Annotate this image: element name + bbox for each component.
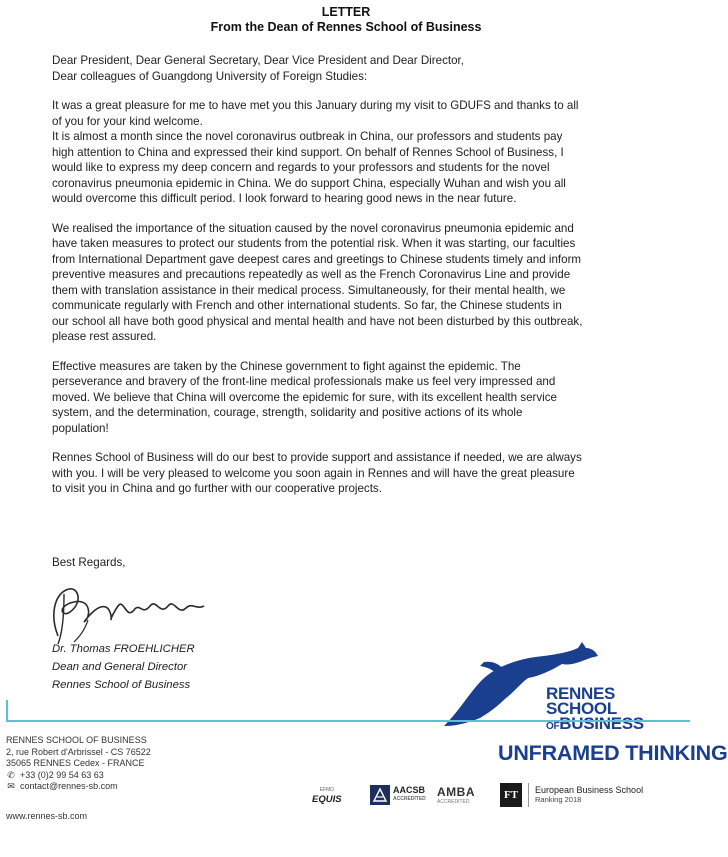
paragraph-line: our school all have both good physical and mental health and have not been disturbed by this outbreak,	[52, 314, 583, 328]
paragraph-4	[52, 359, 642, 437]
school-of: OF	[546, 721, 560, 732]
signer-title: Dean and General Director	[52, 661, 188, 673]
salutation-line: Dear colleagues of Guangdong University of Foreign Studies:	[52, 69, 368, 83]
school-line-2: SCHOOL	[546, 699, 617, 718]
signer-name: Dr. Thomas FROEHLICHER	[52, 643, 195, 655]
paragraph-line: perseverance and bravery of the front-line medical professionals make us feel very impressed and	[52, 375, 556, 388]
paragraph-line: Effective measures are taken by the Chinese government to fight against the epidemic. The	[52, 359, 521, 373]
aacsb-badge	[370, 780, 426, 810]
aacsb-logo-icon	[370, 785, 390, 805]
paragraph-line: please rest assured.	[52, 330, 157, 343]
ft-sub: Ranking 2018	[535, 795, 582, 804]
paragraph-line: preventive measures and precautions repeatedly as well as the French Coronavirus Line and provide	[52, 268, 571, 281]
paragraph-line: them with translation assistance in their medical process. Simultaneously, for their mental health, we	[52, 283, 566, 297]
paragraph-line: would like to express my deep concern and regards to your professors and students for the novel	[52, 161, 550, 174]
footer-divider	[6, 720, 690, 722]
signer-org: Rennes School of Business	[52, 679, 191, 691]
footer-address-line: 35065 RENNES Cedex - FRANCE	[6, 758, 145, 768]
ft-divider	[528, 783, 529, 807]
signer-details	[52, 640, 195, 694]
footer-address-line: 2, rue Robert d'Arbrissel - CS 76522	[6, 746, 151, 757]
ft-logo-icon: FT	[500, 783, 522, 807]
amba-sub: ACCREDITED	[437, 799, 470, 805]
paragraph-line: system, and the determination, courage, strength, solidarity and positive actions of its whole	[52, 406, 523, 419]
paragraph-line: would overcome this difficult period. I look forward to hearing good news in the near future.	[52, 192, 517, 205]
paragraph-5	[52, 450, 642, 497]
equis-badge	[312, 780, 342, 810]
equis-label: EQUIS	[312, 794, 342, 805]
footer-school-name: RENNES SCHOOL OF BUSINESS	[6, 735, 147, 745]
paragraph-line: from International Department gave deepest cares and greetings to Chinese students timely and inform	[52, 252, 582, 266]
school-line-1: RENNES	[546, 684, 616, 703]
paragraph-line: have taken measures to protect our students from the potential risk. When it was starting, our faculties	[52, 237, 576, 250]
paragraph-line: coronavirus pneumonia epidemic in China. We do support China, especially Wuhan and wish you all	[52, 176, 566, 190]
school-logo	[440, 640, 728, 770]
footer-email-row	[6, 781, 151, 793]
salutation	[52, 53, 642, 84]
signature-block	[52, 556, 352, 696]
aacsb-sub: ACCREDITED	[393, 796, 426, 802]
aacsb-label: AACSB	[393, 785, 426, 795]
divider-corner	[6, 700, 8, 722]
paragraph-3	[52, 221, 642, 345]
footer-address	[6, 735, 151, 793]
paragraph-1	[52, 98, 642, 129]
salutation-line: Dear President, Dear General Secretary, Dear Vice President and Dear Director,	[52, 54, 464, 67]
footer-phone: +33 (0)2 99 54 63 63	[20, 769, 104, 780]
paragraph-line: to visit you in China and go further with our cooperative projects.	[52, 482, 382, 495]
paragraph-line: of you for your kind welcome.	[52, 114, 203, 128]
paragraph-line: moved. We believe that China will overcome the epidemic for sure, with its excellent health service	[52, 390, 557, 404]
ft-ranking-badge	[500, 780, 643, 810]
footer-website[interactable]: www.rennes-sb.com	[6, 811, 88, 821]
amba-label: AMBA	[437, 785, 475, 799]
school-wordmark	[546, 686, 644, 734]
letter-subtitle: From the Dean of Rennes School of Business	[210, 20, 482, 34]
equis-top: EFMD	[319, 787, 334, 793]
letter-body	[52, 53, 642, 511]
closing: Best Regards,	[52, 556, 126, 569]
paragraph-line: high attention to China and expressed their kind support. On behalf of Rennes School of Business, I	[52, 145, 564, 159]
paragraph-line: Rennes School of Business will do our best to provide support and assistance if needed, we are always	[52, 451, 582, 464]
footer-email[interactable]: contact@rennes-sb.com	[20, 781, 118, 791]
school-line-3: BUSINESS	[559, 714, 644, 733]
envelope-icon: ✉	[7, 781, 15, 791]
ft-label: European Business School	[535, 785, 644, 795]
phone-icon: ✆	[7, 769, 15, 780]
paragraph-line: It was a great pleasure for me to have met you this January during my visit to GDUFS and thanks to all	[52, 99, 579, 112]
tagline: UNFRAMED THINKING	[498, 741, 728, 765]
paragraph-line: We realised the importance of the situation caused by the novel coronavirus pneumonia epidemic and	[52, 221, 574, 235]
paragraph-line: communicate regularly with French and other international students. So far, the Chinese students in	[52, 299, 562, 312]
handwritten-signature	[44, 576, 214, 646]
amba-badge	[437, 780, 475, 810]
paragraph-2	[52, 129, 642, 207]
letter-title: LETTER	[321, 5, 371, 19]
paragraph-line: with you. I will be very pleased to welcome you soon again in Rennes and will have the great pleasure	[52, 466, 575, 480]
footer-phone-row	[6, 770, 151, 782]
paragraph-line: It is almost a month since the novel coronavirus outbreak in China, our professors and students pay	[52, 130, 563, 143]
paragraph-line: population!	[52, 421, 109, 435]
